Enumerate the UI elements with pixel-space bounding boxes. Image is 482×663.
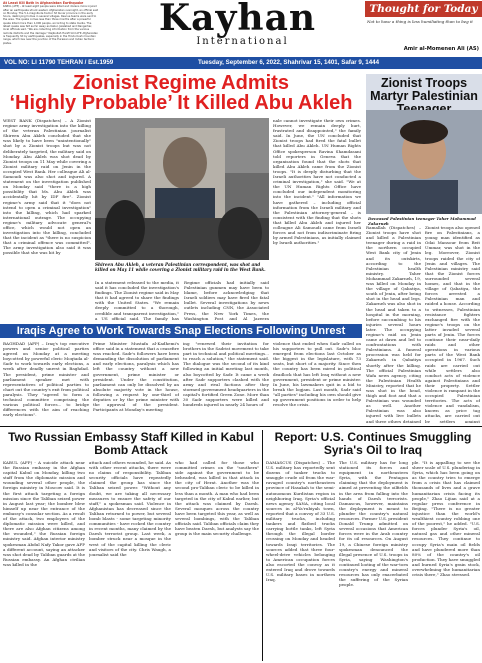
sidebar-photo-caption: Deceased Palestinian teenager Taher Mohammad Zakarneh — [368, 216, 476, 227]
russian-embassy-column-2: attack and others wounded, he said. As with other recent attacks, there were no claims of responsibility. Taliban security officials have repeatedly claimed the group has since the Taliban seized power. "Without any doubt, we are taking all necessary measures to ensure the safety of our staff," a spokesman said. Violence in Afghanistan has decreased since the Taliban returned to power, but several bomb blasts - some targeting minority communities - have rocked the country in recent months, many claimed by the Daesh terrorist group. Last week, a bomber struck near a mosque in the west of the capital killing the cleric and visitors of the city. Chris Waugh, a journalist said the — [89, 460, 171, 557]
syria-oil-column-2: The U.S. military has for long stationed its forces and equipment in northeastern Syria, with the Pentagon claiming that the deployment is aimed at preventing the oilfields in the area from falling into the hands of Daesh terrorists. Damascus, however, maintains the deployment is meant to plunder the country's natural resources. Former U.S. president Donald Trump admitted on several occasions that American forces were in the Arab country for its oil resources. On August 19, a Chinese foreign ministry spokesman denounced the illegal presence of U.S. troops in Syria, saying Washington's continued looting of the war-torn country's energy and mineral resources has only exacerbated the suffering of the Syrian people. — [339, 460, 408, 588]
lead-headline-line2: ‘Highly Probable’ It Killed Abu Akleh — [9, 92, 353, 114]
lead-photo-caption: Shireen Abu Akleh, a veteran Palestinian correspondent, was shot and killed on May 11 while covering a Zionist military raid in the West Bank. — [95, 262, 266, 273]
lead-headline-line1: Zionist Regime Admits — [73, 72, 289, 94]
volume-info: VOL NO: LI 11790 TEHRAN / Est.1959 — [4, 59, 114, 66]
lead-column-3: Regime officials had initially said Palestinian gunmen may have been to blame, before acknowledging that Israeli soldiers may have fired the fatal bullet. Several investigations by news outlets including CNN, the Associated Press, the New York Times, the Washington Post and Al Jazeera — [184, 280, 269, 321]
masthead — [0, 0, 482, 57]
lead-photo — [95, 118, 269, 260]
abu-akleh-mural-image — [95, 118, 269, 260]
iraq-story-headline: Iraqis Agree to Work Towards Snap Elections Following Unrest — [0, 324, 362, 338]
syria-oil-column-3: ple. "It is appalling to see the sheer scale of U.S. plundering in Syria, which has been going on as the country tries to emerge from a crisis that has claimed thousands of lives and a grave humanitarian crisis facing its people," Zhao Lijian said at a regular press conference in Beijing. "There is no greater injustice than the world's wealthiest country robbing one of the poorest," he added. "U.S. forces plunder Syria's oil, natural gas and other mineral resources. They continue to occupy Syria's main oil fields and have plundered more than 80% of the country's oil production. They have smuggled and burned Syria's grain stock, overwhelming the humanitarian crisis there," Zhao stressed. — [412, 460, 480, 578]
syria-oil-column-1: DAMASCUS (Dispatches) – The U.S. military has reportedly sent dozens of tanker trucks to smuggle crude oil from the war-ravaged country's northeastern province of Hasakah to the semi-autonomous Kurdistan region in neighboring Iraq. Syria's official news agency SANA, citing local sources in al-Ya'rubiyah town, reported that a convoy of 33 U.S. military trucks, including tankers and flatbed trucks carrying bottle tanks, left Syria through the illegal border crossing on Monday and headed towards Iraqi territories. The sources added that three four-wheel-drive vehicles belonging to American occupation forces also escorted the convoy as it entered Iraq and drove towards U.S. military bases in northern Iraq. — [266, 460, 335, 583]
russian-embassy-column-3: who had called for those who committed crimes on the "southern" side against the government to be beheaded, was killed in that attack in the city of Herat. Another was the second pro-Taliban cleric to be killed in less than a month. A man who had been targeted in the city of Kabul earlier, but the attack was claimed by Daesh. Several mosques across the country have been targeted this year, as well as several bombings, with the Taliban officials said. Taliban officials claim they have beaten Daesh, but analysts say the group is the main security challenge. — [175, 460, 259, 537]
sidebar-photo — [366, 110, 482, 214]
lead-column-4: nale cannot investigate their own crimes. However, we remain deeply hurt, frustrated and disappointed," the family said. In June, the UN concluded that Zionist troops had fired the fatal bullet that killed Abu Akleh. UN Human Rights Office spokesperson Ravina Shamdasani told reporters in Geneva that the organisation found that the shots that killed Abu Akleh came from the Zionist troops. "It is deeply disturbing that the Israeli authorities have not conducted a criminal investigation," she said. "We at the UN Human Rights Office have concluded our independent monitoring into the incident." "All information we have gathered – including official information from the Israeli military and the Palestinian attorney-general – is consistent with the finding that the shots that killed Abu Akleh and injured her colleague Ali Samoudi came from Israeli forces and not from indiscriminate firing by armed Palestinians, as initially claimed by Israeli authorities." — [273, 118, 361, 246]
russian-embassy-headline: Two Russian Embassy Staff Killed in Kabul Bomb Attack — [8, 430, 254, 457]
sidebar-column-1: Ramallah (Dispatches) – Zionist troops have shot and killed a Palestinian teenager during a raid in the northern occupied West Bank city of Jenin and its outskirts, according to the Palestinian health ministry. Taher Mohammad Zakarneh, 19, was killed on Monday in the village of Qabatiya, south of Jenin, after being shot in the head and legs. Zakarneh was also shot in the head and taken to a hospital in the morning, before succumbing to his injuries several hours later. The occupying regime's raid on Jenin came at dawn and led to confrontations with Palestinians. A funeral procession was held for Zakarneh in Qabatiya shortly after the killing. The official Palestinian Wafa news agency, citing the Palestinian Health Ministry, reported that he was shot in the head, thigh and foot and that a Palestinian was wounded as well. Another Palestinian was also injured with live bullets and three others detained — [366, 225, 421, 423]
issue-info-bar — [0, 57, 482, 69]
iraq-column-2: Prime Minister Mustafa al-Kadhemi's office said in a statement that a ceasefire was reached. Sadr's followers have been demanding the dissolution of parliament and early elections, paralysis which has left the country without a new government, prime minister or president. Under the constitution, parliament can only be dissolved by an absolute majority vote in the house, following a request by one-third of deputies or by the prime minister with the approval of the president. Participants at Monday's meeting — [93, 341, 179, 413]
column-divider — [262, 430, 263, 661]
masthead-brief — [3, 2, 99, 45]
brief-title: At Least Kill Both in Afghanistan Earthquake — [3, 1, 84, 5]
lead-column-1: WEST BANK (Dispatches) – A Zionist regime army investigation into the killing of the veteran Palestinian journalist Shireen Abu Akleh concluded that she was likely to have been "unintentionally" shot by a Zionist troops but was not deliberately targeted, the military said on Monday. Abu Akleh was shot dead by Zionist troops on 11 May while covering a Zionist military raid on Jenin in the occupied West Bank. Her colleague Ali al-Samoudi was also shot and injured. A statement on the investigation published on Monday said "there is a high possibility that Ms. Abu Akleh was accidentally hit by IDF fire". Zionist regime's army said that it "does not intend to open a criminal investigation" into the killing, which had sparked international outrage. The occupying regime's military advocate general's office, which would not open an investigation into the killing, concluded that the incident as "there is no suspicion that a criminal offence was committed". The army investigation also said it was possible that she was hit by — [3, 118, 91, 256]
sidebar-headline: Zionist Troops Martyr Palestinian — [366, 74, 482, 119]
lead-column-2: In a statement released to the media, it said it has concluded the investigation's findings. The Zionist regime said in May that it had agreed to share the findings with the United States. "We remain deeply committed to a thorough, credible and transparent investigation," a US official said. The family has — [95, 280, 179, 321]
thought-text: Not to have a thing is less humiliating than to beg it — [367, 19, 473, 24]
teenager-portrait-image — [366, 110, 482, 214]
sidebar-column-2: Zionist troops also opened fire on Palestinians, a young man identified as Odai Mansour from Beit Ummar, was shot in the leg. Moreover, Zionist troops raided the city of Jenin and villages. The Palestinian ministry said that the Zionist forces surrounded several homes, and that in the village of Qabatiya, the forces arrested a Palestinian man and raided a house. According to witnesses, Palestinian resistance fighters exchanged fire with the regime's troops on the latter invaded several parts of Jenin. The forces continue their near-daily raids and other operations in various parts of the West Bank occupied in 1967. Such raids are carried out while settlers also conduct acts of violence against Palestinians and their property. Settler violence is rampant in the occupied Palestinian territories. The acts of violence and vandalism, known as price tag attacks, are carried out by settlers against — [425, 225, 480, 423]
iraq-column-3: ing "renewed their invitation for brothers in the Sadrist movement to take part in technical and political meetings... to reach a solution," the statement said. The dialogue was the second of its kind following an initial meeting last month, also boycotted by Sadr. It came a week after Sadr supporters clashed with the army and rival factions after they stormed government headquarters in the capital's fortified Green Zone. More than 30 Sadr supporters were killed and hundreds injured in nearly 24 hours of — [183, 341, 269, 408]
iraq-column-1: BAGHDAD (AFP) – Iraq's top executive powers and senior political parties agreed on Monday at a meeting boycotted by powerful cleric Moqtada al-Sadr to work towards early elections, a week after deadly unrest in Baghdad. The president, prime minister and parliament speaker met with representatives of political parties to chart out the country's exit from political paralysis. They "agreed to form a technical committee comprising the various political forces... to bridge differences with the aim of reaching early elections". — [3, 341, 89, 418]
syria-oil-headline: Report: U.S. Continues Smuggling Syria's Oil to Iraq — [274, 430, 472, 457]
thought-author: Amir al-Momenen Ali (AS) — [403, 46, 479, 52]
russian-embassy-column-1: KABUL (AFP) - A suicide attack near the Russian embassy in the Afghan capital Kabul on Monday, killing two staff from the diplomatic mission and wounding several other people, the foreign ministry in Moscow said. It is the first attack targeting a foreign mission since the Taliban seized power in August last year; the bomber blew himself up near the entrance of the embassy's consular section. As a result of the attack, two employees of the diplomatic mission were killed, and there are also Afghan citizens among the wounded," the Russian foreign ministry said. Afghan interior ministry spokesman Abdul Nafy Takor gave AFP a different account, saying an attacker was shot dead by Taliban guards at the Russian embassy. An Afghan civilian was killed in the — [3, 460, 85, 567]
thought-title: Thought for Today — [365, 1, 482, 17]
newspaper-logo: Kayhan — [158, 0, 317, 39]
newspaper-subtitle: International — [196, 36, 289, 47]
iraq-column-4: violence that ended when Sadr called on his supporters to pull out. Sadr's bloc emerged from elections last October as the biggest in the legislature, with 73 seats, but short of a majority. Since then the country has been mired in political deadlock that has left Iraq without a new government, president or prime minister. In June, his lawmakers quit in a bid to break the logjam. Last month, Sadr said "all parties" including his own should give up government positions in order to help resolve the crisis. — [273, 341, 361, 408]
issue-date: Tuesday, September 6, 2022, Shahrivar 15, 1401, Safar 9, 1444 — [198, 59, 380, 66]
section-divider — [0, 426, 482, 427]
brief-text: KABUL (AFP) - At least eight people were killed and dozens more injured after an earthquake struck eastern Afghanistan overnight, an official said on Monday. The 5.1-magnitude tremor hit Kunar province in the early hours, destroying homes in several villages. Rescue teams were sent to the area. The quake comes less than three months after a powerful quake killed more than 1,000 people, according to state media. The latest quake was felt as far away as Kabul, Jalalabad and Nangarhar, local officials said. "We are collecting information from the various remote districts and the damage," Najibullah Hanifi told AFP. Afghanistan is frequently hit by earthquakes, especially in the Hindu Kush mountain range, which lies near the junction of the Eurasian and Indian tectonic plates. — [3, 5, 99, 45]
